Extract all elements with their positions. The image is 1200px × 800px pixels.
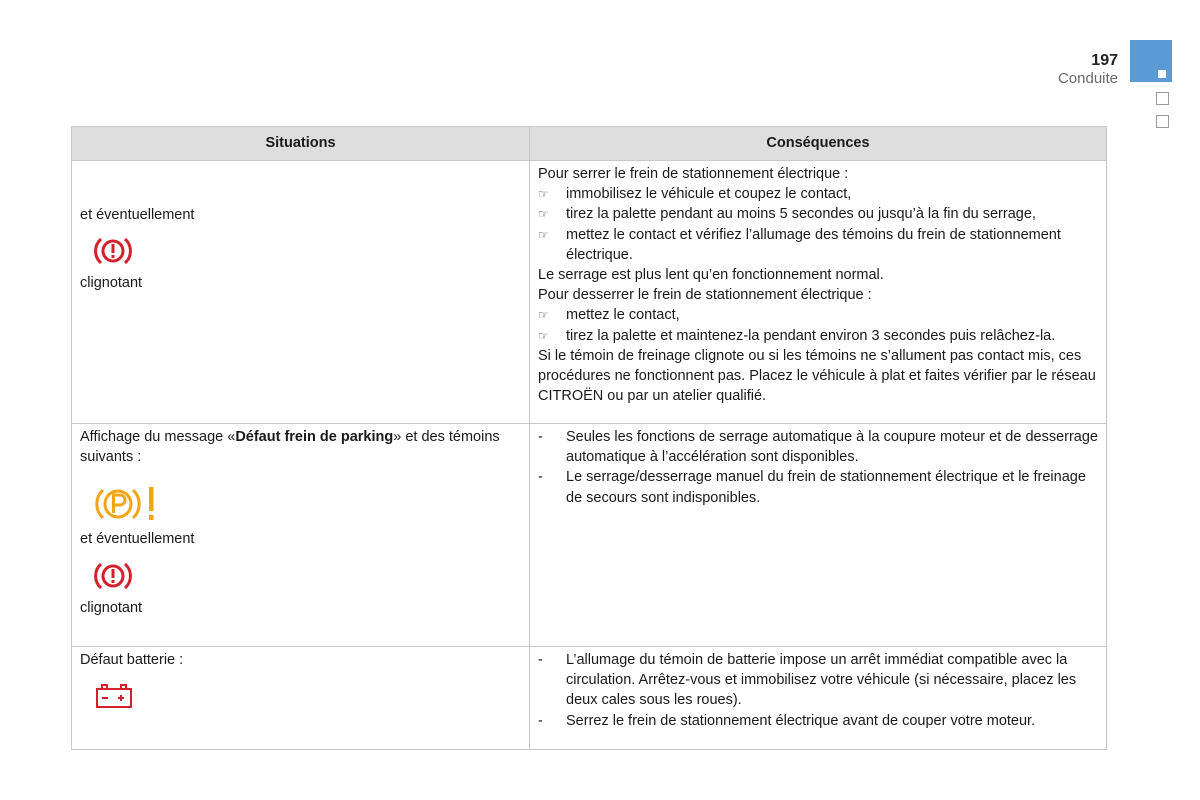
hand-pointer-icon: ☞ xyxy=(538,308,549,323)
dash-marker: - xyxy=(538,429,543,445)
consequence-cell xyxy=(530,424,1107,647)
list-item: - Seules les fonctions de serrage automatique à la coupure moteur et de desserrage automatique à l’accélération sont disponibles. xyxy=(538,427,1098,467)
situation-text: clignotant xyxy=(80,275,143,292)
situations-table xyxy=(71,126,1107,750)
list-item: ☞ mettez le contact et vérifiez l’allumage des témoins du frein de stationnement électrique. xyxy=(538,225,1098,265)
consequence-text: Pour desserrer le frein de stationnement électrique : xyxy=(538,287,872,304)
consequence-cell xyxy=(530,647,1107,750)
list-item: - L’allumage du témoin de batterie impose un arrêt immédiat compatible avec la circulation. Arrêtez-vous et immobilisez votre véhicule (si nécessaire, placez les deux cales sous les roues). xyxy=(538,650,1098,711)
list-item: ☞ immobilisez le véhicule et coupez le contact, xyxy=(538,184,1098,204)
brake-warning-icon xyxy=(93,235,133,267)
situation-text: Défaut batterie : xyxy=(80,652,184,668)
table-row xyxy=(72,424,1107,647)
table-row xyxy=(72,647,1107,750)
chapter-tab xyxy=(1156,115,1169,128)
dash-marker: - xyxy=(538,712,543,729)
situation-text: et éventuellement xyxy=(80,207,195,223)
hand-pointer-icon: ☞ xyxy=(538,187,549,202)
consequence-cell xyxy=(530,161,1107,424)
list-item: ☞ tirez la palette pendant au moins 5 secondes ou jusqu’à la fin du serrage, xyxy=(538,204,1098,224)
list-item: - Le serrage/desserrage manuel du frein de stationnement électrique et le freinage de secours sont indisponibles. xyxy=(538,467,1098,507)
column-header-consequences: Conséquences xyxy=(530,127,1107,161)
consequence-text: Pour serrer le frein de stationnement électrique : xyxy=(538,166,849,182)
consequence-text: Si le témoin de freinage clignote ou si les témoins ne s’allument pas contact mis, ces procédures ne fonctionnent pas. Placez le véhicule à plat et faites vérifier par le réseau CITROËN ou par un atelier qualifié. xyxy=(538,347,1096,405)
message-name: Défaut frein de parking xyxy=(235,429,394,445)
list-item: ☞ tirez la palette et maintenez-la pendant environ 3 secondes puis relâchez-la. xyxy=(538,326,1098,346)
battery-warning-icon xyxy=(94,682,134,710)
situation-cell xyxy=(72,424,530,647)
list-item: - Serrez le frein de stationnement électrique avant de couper votre moteur. xyxy=(538,711,1098,731)
dash-marker: - xyxy=(538,469,543,486)
parking-brake-fault-icon xyxy=(94,485,160,523)
chapter-tab-active xyxy=(1130,40,1172,82)
situation-text: clignotant xyxy=(80,599,143,616)
brake-warning-icon xyxy=(93,560,133,592)
dash-marker: - xyxy=(538,652,543,668)
situation-text: Affichage du message «Défaut frein de parking» et des témoins suivants : xyxy=(80,429,500,466)
column-header-situations: Situations xyxy=(72,127,530,161)
section-title: Conduite xyxy=(1057,70,1118,87)
hand-pointer-icon: ☞ xyxy=(538,328,549,343)
situation-text: et éventuellement xyxy=(80,531,195,548)
list-item: ☞ mettez le contact, xyxy=(538,305,1098,325)
situation-cell xyxy=(72,161,530,424)
hand-pointer-icon: ☞ xyxy=(538,227,549,242)
hand-pointer-icon: ☞ xyxy=(538,207,549,222)
consequence-text: Le serrage est plus lent qu’en fonctionnement normal. xyxy=(538,267,884,284)
page-number: 197 xyxy=(1091,52,1118,69)
table-row xyxy=(72,161,1107,424)
chapter-tab xyxy=(1156,92,1169,105)
situation-cell xyxy=(72,647,530,750)
